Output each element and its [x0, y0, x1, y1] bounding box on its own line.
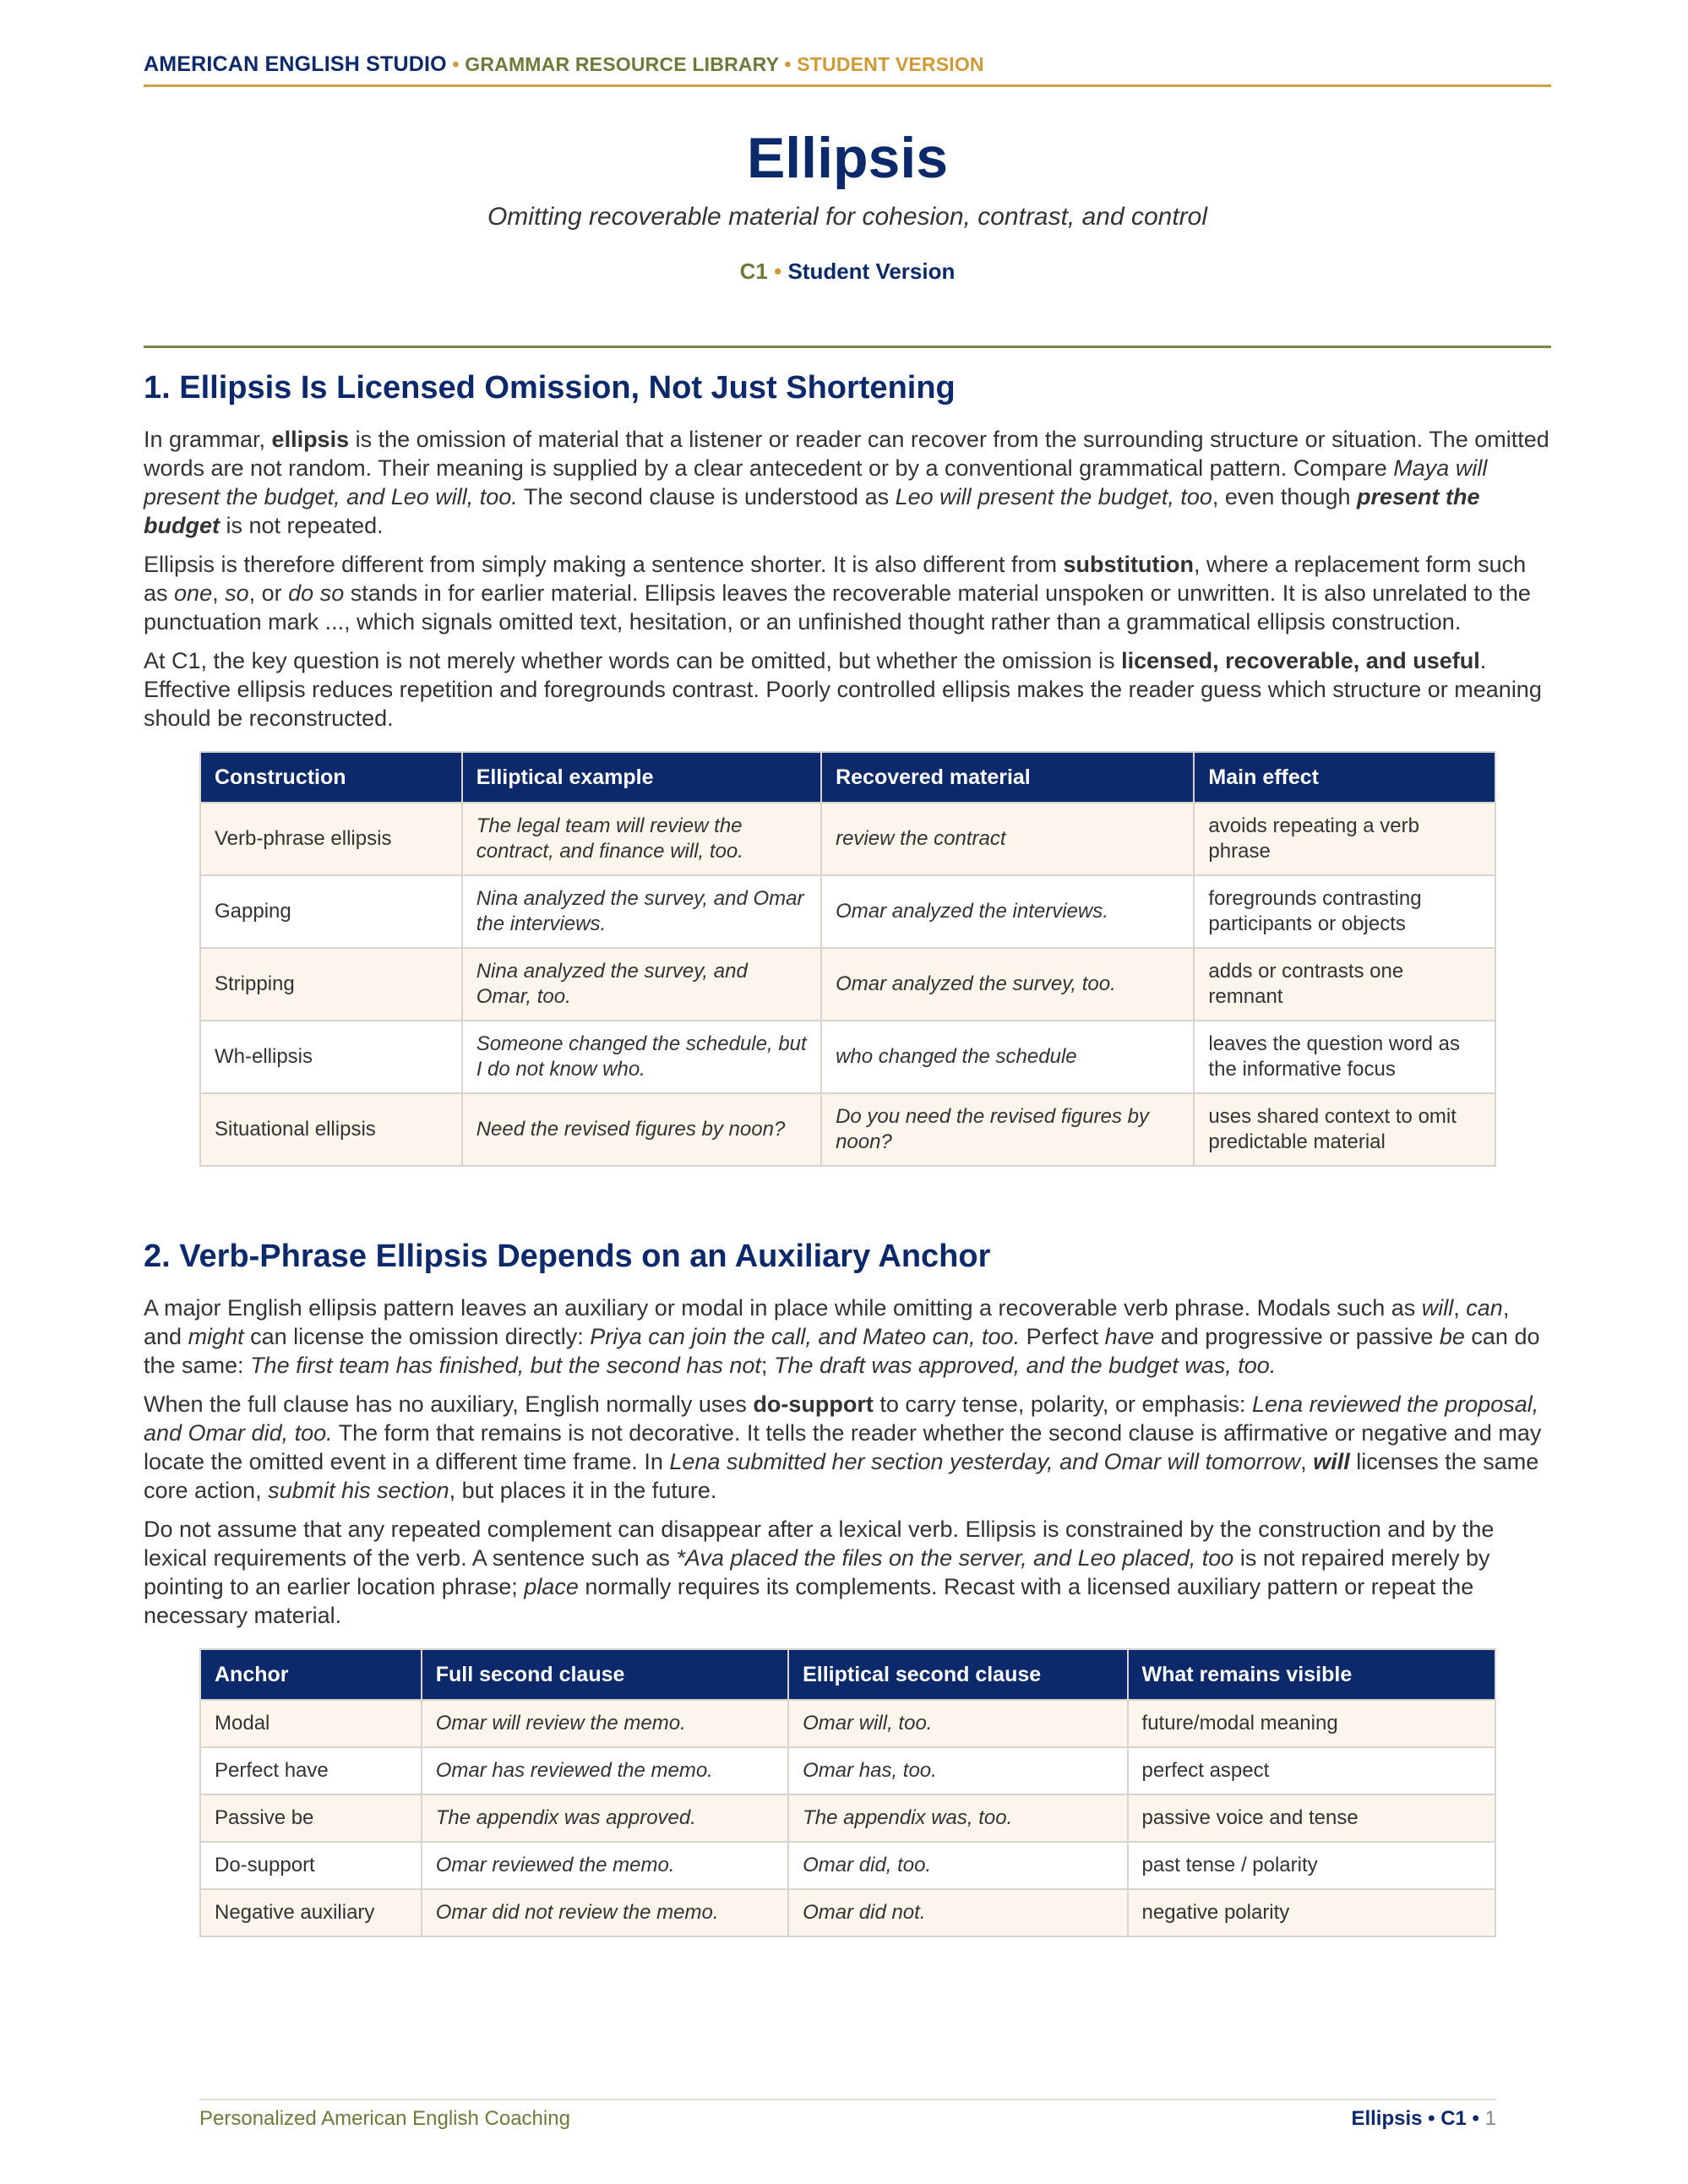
table-cell: Wh-ellipsis: [200, 1021, 462, 1093]
section-2-paragraph-3: Do not assume that any repeated complement can disappear after a lexical verb. Ellipsis is constrained by the construction and by the lexical requirements of the verb. A sentence such as *Ava placed the files on the server, and Leo placed, too is not repaired merely by pointing to an earlier location phrase; place normally requires its complements. Recast with a licensed auxiliary pattern or repeat the necessary material.: [144, 1517, 1495, 1628]
table-cell: Gapping: [200, 875, 462, 948]
table-cell: The appendix was approved.: [422, 1795, 788, 1842]
section-2: [144, 1239, 1551, 1937]
table-cell: who changed the schedule: [821, 1021, 1194, 1093]
page-number: 1: [1484, 2107, 1496, 2130]
table-cell: Stripping: [200, 948, 462, 1021]
running-header: [144, 52, 1551, 77]
table-cell: foregrounds contrasting participants or objects: [1194, 875, 1495, 948]
table-row: [200, 875, 1495, 948]
section-2-heading: 2. Verb-Phrase Ellipsis Depends on an Auxiliary Anchor: [144, 1239, 991, 1274]
column-header: Elliptical second clause: [788, 1649, 1127, 1700]
level-line: [144, 259, 1551, 285]
table-cell: Situational ellipsis: [200, 1093, 462, 1166]
section-1-paragraph-3: At C1, the key question is not merely whether words can be omitted, but whether the omission is licensed, recoverable, and useful. Effective ellipsis reduces repetition and foregrounds contrast. Poorly controlled ellipsis makes the reader guess which structure or meaning should be reconstructed.: [144, 648, 1542, 731]
header-divider: [144, 84, 1551, 87]
table-cell: Nina analyzed the survey, and Omar, too.: [462, 948, 821, 1021]
footer-doc-label: Ellipsis • C1 •: [1351, 2107, 1479, 2130]
brand-name: AMERICAN ENGLISH STUDIO: [144, 52, 447, 76]
table-row: [200, 1093, 1495, 1166]
table-row: [200, 948, 1495, 1021]
column-header: What remains visible: [1128, 1649, 1495, 1700]
table-cell: Need the revised figures by noon?: [462, 1093, 821, 1166]
table-cell: Perfect have: [200, 1747, 422, 1795]
table-cell: perfect aspect: [1128, 1747, 1495, 1795]
table-cell: Omar has, too.: [788, 1747, 1127, 1795]
section-2-paragraph-2: When the full clause has no auxiliary, English normally uses do-support to carry tense, polarity, or emphasis: Lena reviewed the proposal, and Omar did, too. The form that remains is not decorative. It tells the reader whether the second clause is affirmative or negative and may locate the omitted event in a different time frame. In Lena submitted her section yesterday, and Omar will tomorrow, will licenses the same core action, submit his section, but places it in the future.: [144, 1392, 1542, 1503]
table-row: [200, 1889, 1495, 1936]
table-cell: past tense / polarity: [1128, 1842, 1495, 1889]
table-header-row: [200, 752, 1495, 803]
section-2-paragraph-1: A major English ellipsis pattern leaves an auxiliary or modal in place while omitting a recoverable verb phrase. Modals such as will, can, and might can license the omission directly: Priya can join the call, and Mateo can, too. Perfect have and progressive or passive be can do the same: The first team has finished, but the second has not; The draft was approved, and the budget was, too.: [144, 1295, 1540, 1378]
table-cell: Passive be: [200, 1795, 422, 1842]
table-row: [200, 1747, 1495, 1795]
table-row: [200, 1795, 1495, 1842]
auxiliary-anchor-table: [199, 1648, 1496, 1937]
column-header: Elliptical example: [462, 752, 821, 803]
table-cell: Someone changed the schedule, but I do not know who.: [462, 1021, 821, 1093]
table-row: [200, 803, 1495, 875]
table-cell: Negative auxiliary: [200, 1889, 422, 1936]
page-title: Ellipsis: [746, 126, 949, 190]
table-cell: Omar did not.: [788, 1889, 1127, 1936]
table-cell: leaves the question word as the informative focus: [1194, 1021, 1495, 1093]
edition-label: Student Version: [787, 259, 956, 284]
table-cell: Do-support: [200, 1842, 422, 1889]
table-row: [200, 1021, 1495, 1093]
table-cell: Modal: [200, 1700, 422, 1747]
section-1-paragraph-2: Ellipsis is therefore different from simply making a sentence shorter. It is also different from substitution, where a replacement form such as one, so, or do so stands in for earlier material. Ellipsis leaves the recoverable material unspoken or unwritten. It is also unrelated to the punctuation mark ..., which signals omitted text, hesitation, or an unfinished thought rather than a grammatical ellipsis construction.: [144, 552, 1531, 635]
table-cell: Omar will, too.: [788, 1700, 1127, 1747]
table-cell: adds or contrasts one remnant: [1194, 948, 1495, 1021]
table-cell: Omar reviewed the memo.: [422, 1842, 788, 1889]
table-cell: Omar has reviewed the memo.: [422, 1747, 788, 1795]
level-badge: C1: [739, 259, 768, 284]
column-header: Anchor: [200, 1649, 422, 1700]
page-subtitle: Omitting recoverable material for cohesion, contrast, and control: [487, 203, 1208, 231]
version-label: STUDENT VERSION: [797, 53, 984, 75]
table-cell: Do you need the revised figures by noon?: [821, 1093, 1194, 1166]
column-header: Main effect: [1194, 752, 1495, 803]
section-1: [144, 370, 1551, 1167]
constructions-table: [199, 751, 1496, 1167]
level-separator: •: [774, 259, 782, 284]
table-cell: negative polarity: [1128, 1889, 1495, 1936]
footer-tagline: Personalized American English Coaching: [199, 2107, 570, 2130]
table-cell: Nina analyzed the survey, and Omar the interviews.: [462, 875, 821, 948]
table-cell: uses shared context to omit predictable material: [1194, 1093, 1495, 1166]
library-name: GRAMMAR RESOURCE LIBRARY: [465, 53, 779, 75]
footer-page-info: [1351, 2107, 1496, 2131]
table-cell: passive voice and tense: [1128, 1795, 1495, 1842]
table-cell: Omar did, too.: [788, 1842, 1127, 1889]
table-cell: future/modal meaning: [1128, 1700, 1495, 1747]
section-1-paragraph-1: In grammar, ellipsis is the omission of material that a listener or reader can recover from the surrounding structure or situation. The omitted words are not random. Their meaning is supplied by a clear antecedent or by a conventional grammatical pattern. Compare Maya will present the budget, and Leo will, too. The second clause is understood as Leo will present the budget, too, even though present the budget is not repeated.: [144, 427, 1549, 538]
column-header: Full second clause: [422, 1649, 788, 1700]
table-cell: The appendix was, too.: [788, 1795, 1127, 1842]
table-cell: Verb-phrase ellipsis: [200, 803, 462, 875]
table-cell: Omar analyzed the survey, too.: [821, 948, 1194, 1021]
column-header: Recovered material: [821, 752, 1194, 803]
table-row: [200, 1842, 1495, 1889]
footer-divider: [199, 2099, 1496, 2100]
table-cell: The legal team will review the contract, and finance will, too.: [462, 803, 821, 875]
table-header-row: [200, 1649, 1495, 1700]
header-separator: •: [452, 53, 460, 75]
column-header: Construction: [200, 752, 462, 803]
section-1-heading: 1. Ellipsis Is Licensed Omission, Not Just Shortening: [144, 370, 956, 406]
table-cell: Omar did not review the memo.: [422, 1889, 788, 1936]
table-row: [200, 1700, 1495, 1747]
title-divider: [144, 346, 1551, 348]
table-cell: review the contract: [821, 803, 1194, 875]
table-cell: Omar will review the memo.: [422, 1700, 788, 1747]
table-cell: avoids repeating a verb phrase: [1194, 803, 1495, 875]
table-cell: Omar analyzed the interviews.: [821, 875, 1194, 948]
header-separator: •: [784, 53, 792, 75]
